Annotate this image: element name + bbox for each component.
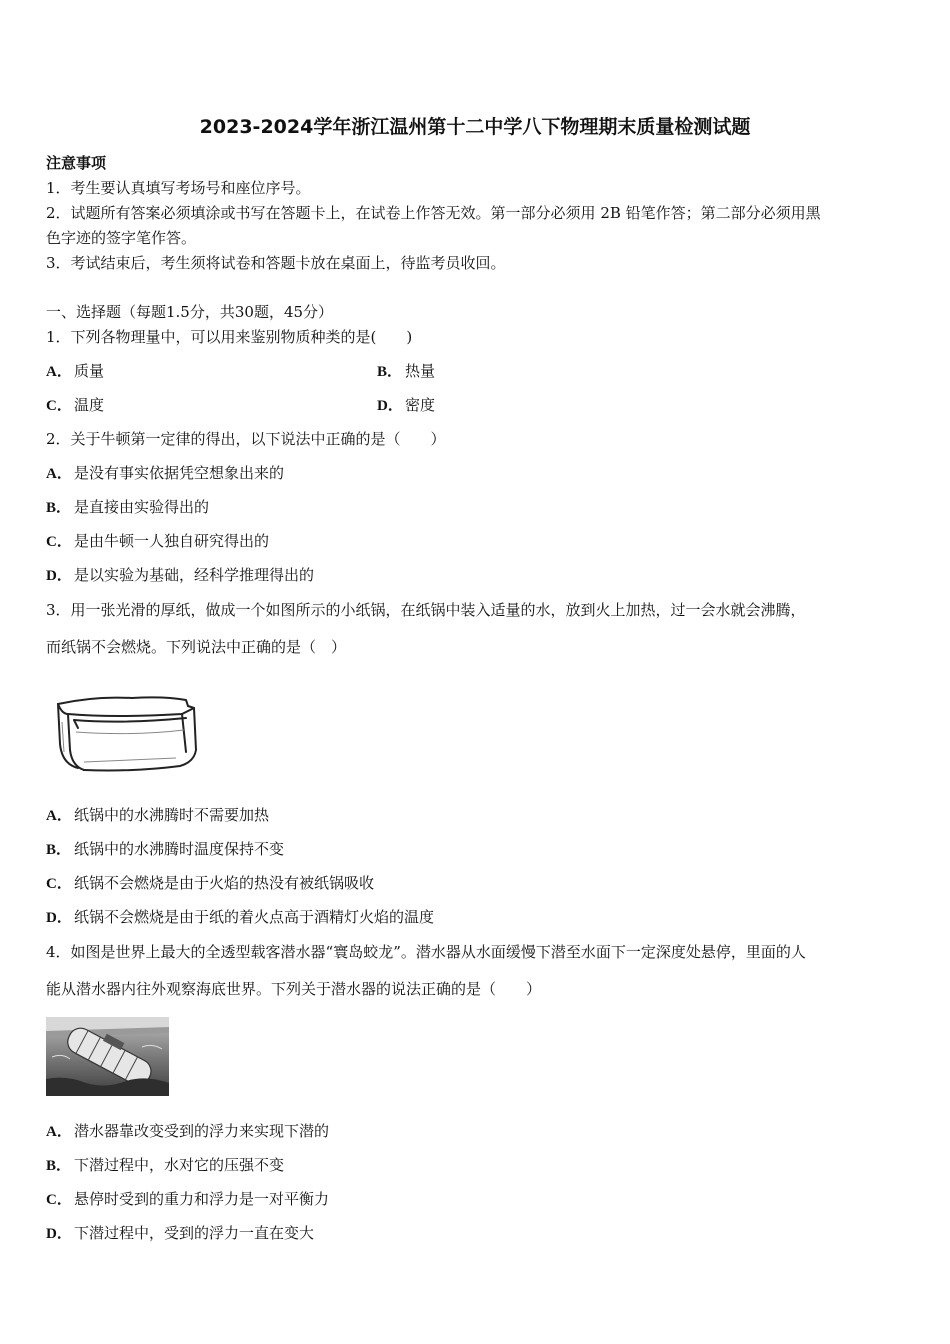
option-letter: D． [46, 910, 72, 926]
q4-option-a [46, 1120, 329, 1141]
q1-option-b [377, 360, 435, 381]
q4-option-b [46, 1154, 284, 1175]
option-text: 纸锅不会燃烧是由于火焰的热没有被纸锅吸收 [74, 874, 375, 892]
q3-option-b [46, 838, 284, 859]
option-text: 是以实验为基础，经科学推理得出的 [74, 566, 315, 584]
option-letter: C． [46, 1192, 72, 1208]
notice-heading: 注意事项 [46, 154, 107, 172]
option-text: 纸锅中的水沸腾时不需要加热 [74, 806, 270, 824]
notice-item-3: 3．考试结束后，考生须将试卷和答题卡放在桌面上，待监考员收回。 [46, 254, 506, 272]
q3-stem-line2: 而纸锅不会燃烧。下列说法中正确的是（ ） [46, 638, 347, 656]
option-text: 是没有事实依据凭空想象出来的 [74, 464, 285, 482]
option-text: 下潜过程中，水对它的压强不变 [74, 1156, 285, 1174]
option-text: 悬停时受到的重力和浮力是一对平衡力 [74, 1190, 330, 1208]
page-title: 2023-2024学年浙江温州第十二中学八下物理期末质量检测试题 [199, 116, 751, 138]
notice-item-2: 2．试题所有答案必须填涂或书写在答题卡上，在试卷上作答无效。第一部分必须用 2B 铅笔作答；第二部分必须用黑 [46, 204, 821, 222]
q4-stem-line2: 能从潜水器内往外观察海底世界。下列关于潜水器的说法正确的是（ ） [46, 980, 542, 998]
option-letter: B． [46, 1158, 72, 1174]
notice-item-2-cont: 色字迹的签字笔作答。 [46, 229, 197, 247]
option-letter: B． [46, 842, 72, 858]
q1-option-a [46, 360, 104, 381]
option-letter: C． [46, 398, 72, 414]
notice-item-1: 1．考生要认真填写考场号和座位序号。 [46, 179, 311, 197]
section-heading: 一、选择题（每题1.5分，共30题，45分） [46, 303, 334, 321]
option-letter: A． [46, 364, 72, 380]
q4-option-c [46, 1188, 329, 1209]
q4-stem-line1: 4．如图是世界上最大的全透型载客潜水器“寰岛蛟龙”。潜水器从水面缓慢下潜至水面下一定深度处悬停，里面的人 [46, 943, 806, 961]
q3-option-a [46, 804, 269, 825]
option-text: 是由牛顿一人独自研究得出的 [74, 532, 270, 550]
q3-stem-line1: 3．用一张光滑的厚纸，做成一个如图所示的小纸锅，在纸锅中装入适量的水，放到火上加热，过一会水就会沸腾， [46, 601, 806, 619]
q1-option-c [46, 394, 104, 415]
q2-option-a [46, 462, 284, 483]
option-letter: C． [46, 876, 72, 892]
option-letter: D． [377, 398, 403, 414]
option-text: 潜水器靠改变受到的浮力来实现下潜的 [74, 1122, 330, 1140]
option-text: 纸锅中的水沸腾时温度保持不变 [74, 840, 285, 858]
option-letter: D． [46, 1226, 72, 1242]
q3-option-d [46, 906, 434, 927]
option-letter: C． [46, 534, 72, 550]
option-text: 纸锅不会燃烧是由于纸的着火点高于酒精灯火焰的温度 [74, 908, 435, 926]
option-letter: A． [46, 808, 72, 824]
option-text: 是直接由实验得出的 [74, 498, 210, 516]
q4-option-d [46, 1222, 314, 1243]
option-letter: A． [46, 1124, 72, 1140]
option-letter: B． [46, 500, 72, 516]
option-text: 质量 [74, 362, 105, 380]
option-letter: A． [46, 466, 72, 482]
option-text: 温度 [74, 396, 105, 414]
q2-option-d [46, 564, 314, 585]
q2-option-b [46, 496, 209, 517]
q1-stem: 1．下列各物理量中，可以用来鉴别物质种类的是( ) [46, 328, 413, 346]
q2-stem: 2．关于牛顿第一定律的得出，以下说法中正确的是（ ） [46, 430, 446, 448]
q2-option-c [46, 530, 269, 551]
option-text: 密度 [405, 396, 436, 414]
submersible-photo [46, 1017, 169, 1096]
option-letter: D． [46, 568, 72, 584]
q1-option-d [377, 394, 435, 415]
option-text: 下潜过程中，受到的浮力一直在变大 [74, 1224, 315, 1242]
paper-pot-figure [54, 692, 202, 774]
option-text: 热量 [405, 362, 436, 380]
q3-option-c [46, 872, 374, 893]
option-letter: B． [377, 364, 403, 380]
